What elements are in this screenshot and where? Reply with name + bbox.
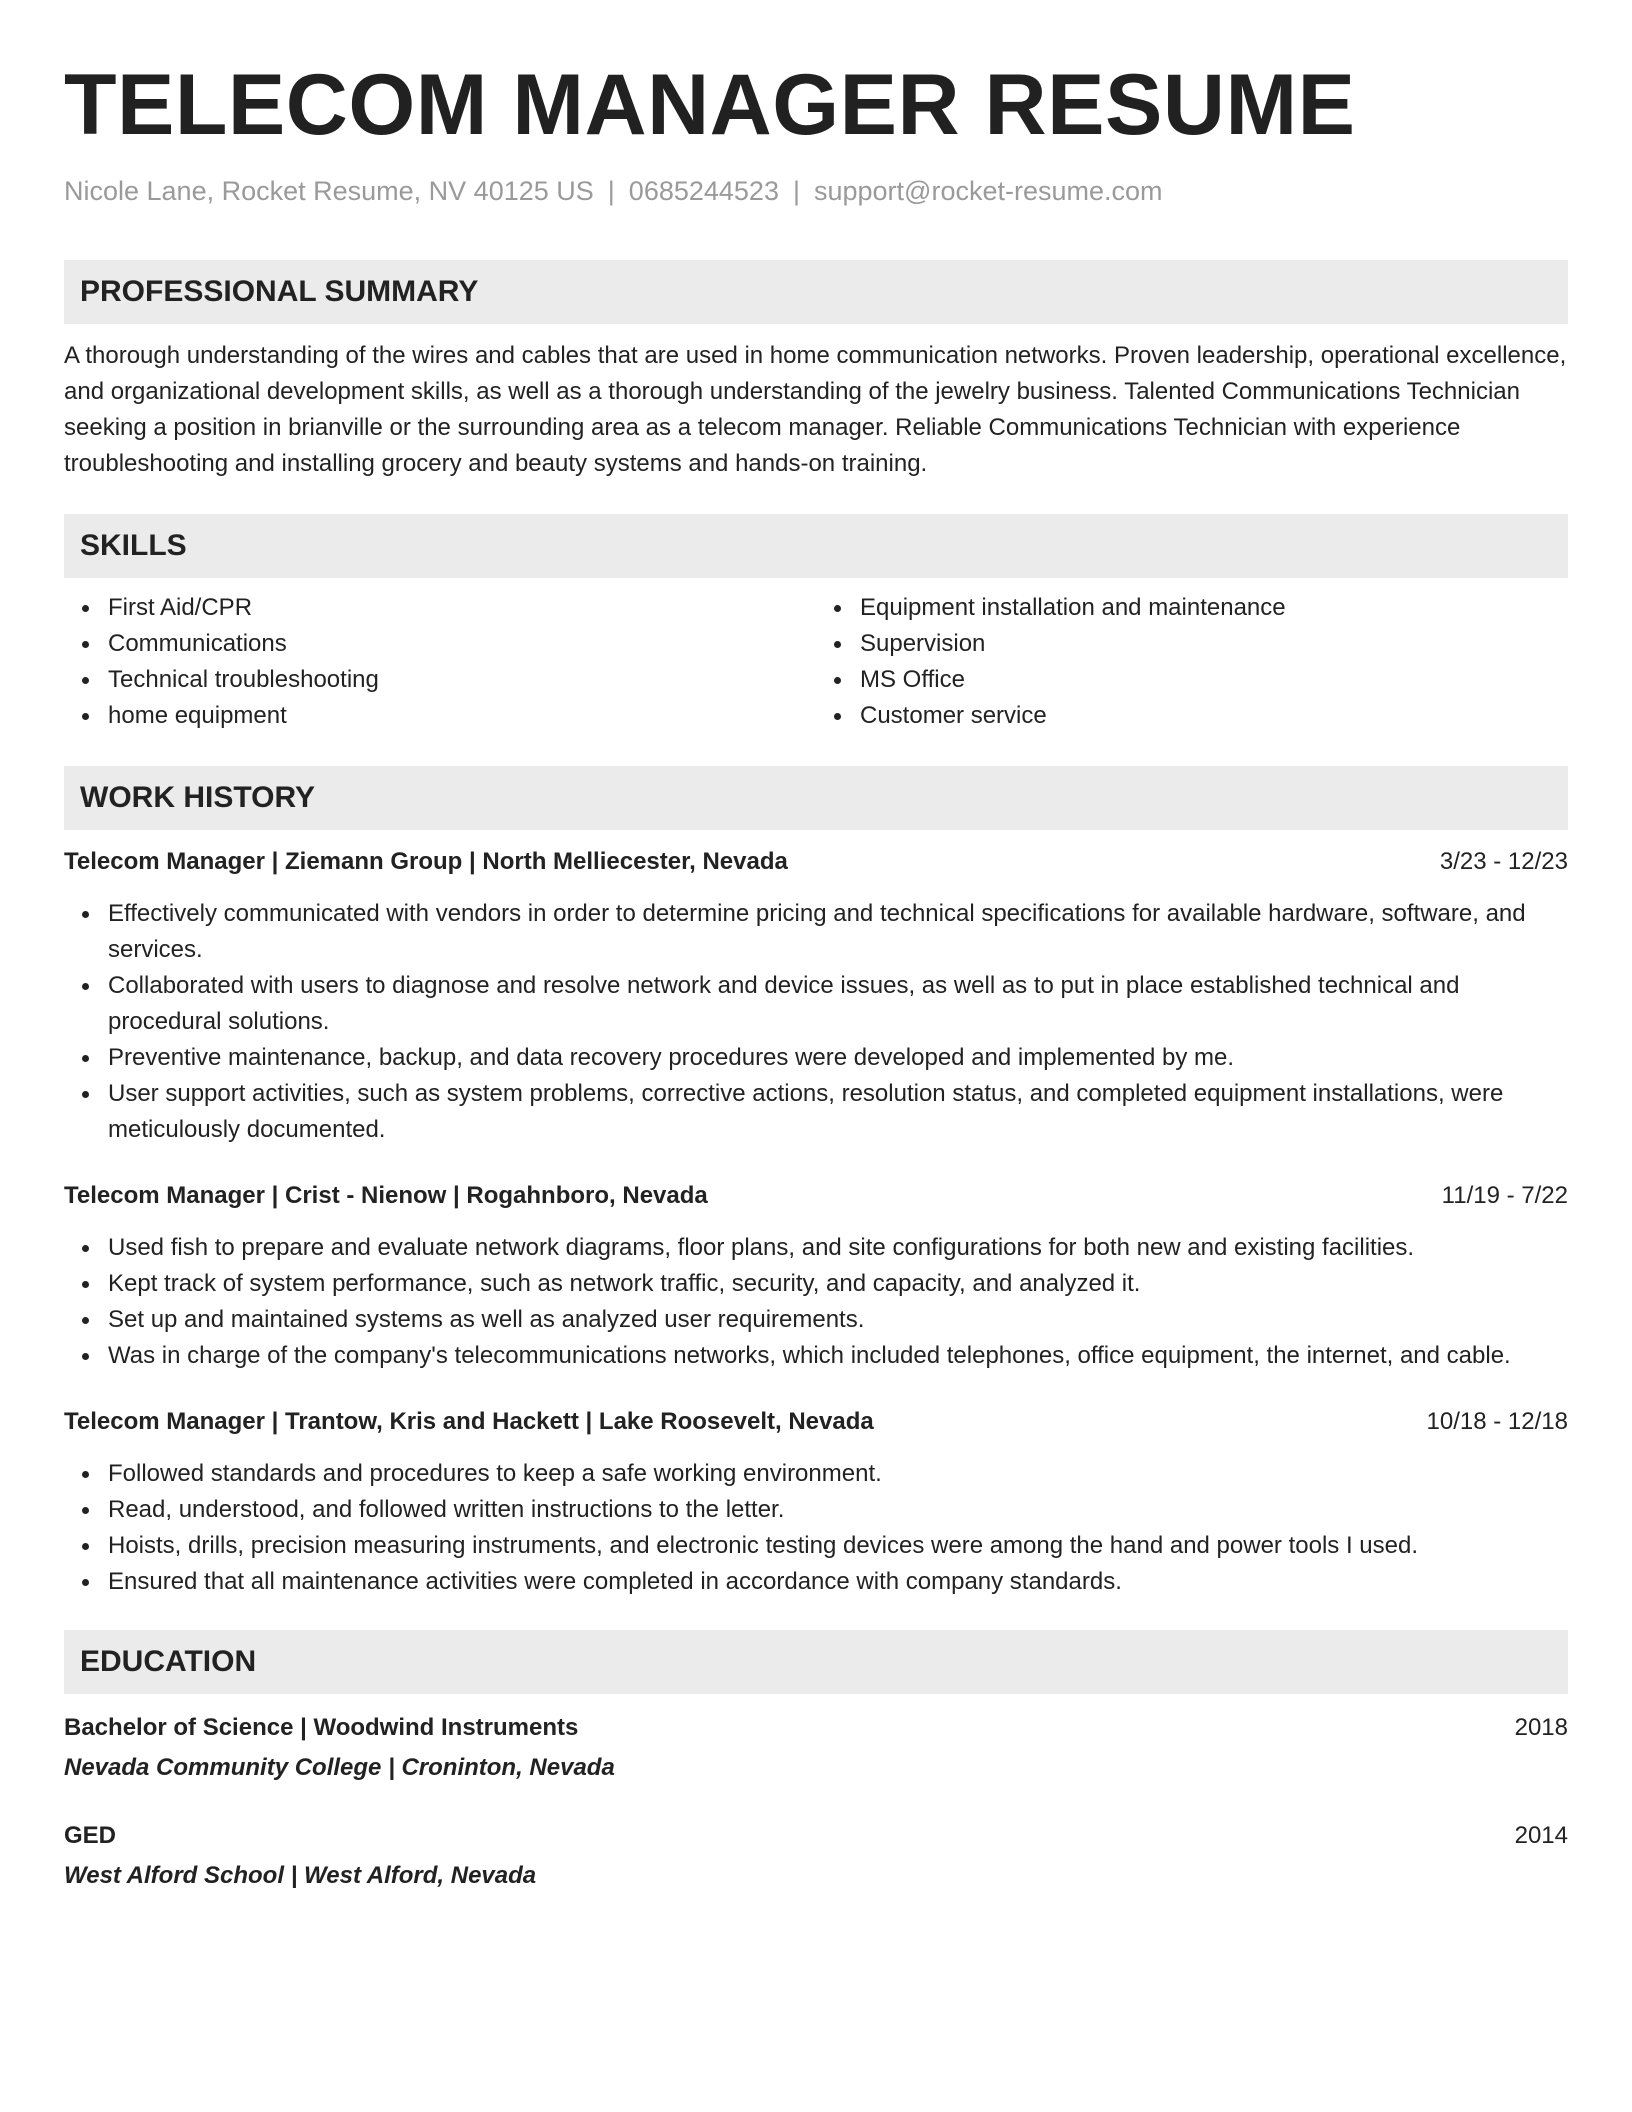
job-bullet: Effectively communicated with vendors in order to determine pricing and technical specifications for available hardware, software, and services. [64, 896, 1568, 968]
education-entry [64, 1710, 1568, 1786]
contact-email: support@rocket-resume.com [813, 176, 1163, 206]
contact-address: Nicole Lane, Rocket Resume, NV 40125 US [64, 176, 594, 206]
contact-separator: | [792, 176, 800, 206]
section-header-summary [64, 260, 1568, 324]
section-title-work-history: WORK HISTORY [80, 781, 316, 814]
education-entry [64, 1818, 1568, 1894]
skill-item: First Aid/CPR [64, 590, 816, 626]
summary-text: A thorough understanding of the wires and cables that are used in home communication networks. Proven leadership, operational excellence, and organizational development skills, as well as a thorough understanding of the jewelry business. Talented Communications Technician seeking a position in brianville or the surrounding area as a telecom manager. Reliable Communications Technician with experience troubleshooting and installing grocery and beauty systems and hands-on training. [64, 342, 1567, 477]
education-school: West Alford School | West Alford, Nevada [64, 1862, 537, 1889]
job-entry [64, 1404, 1568, 1600]
skills-column-right [816, 590, 1568, 734]
education-header [64, 1818, 1568, 1854]
job-bullet: Kept track of system performance, such as network traffic, security, and capacity, and analyzed it. [64, 1266, 1568, 1302]
job-bullet: Set up and maintained systems as well as analyzed user requirements. [64, 1302, 1568, 1338]
section-title-summary: PROFESSIONAL SUMMARY [80, 275, 479, 308]
education-year: 2014 [1514, 1822, 1568, 1849]
resume-title: TELECOM MANAGER RESUME [64, 57, 1356, 153]
contact-separator: | [607, 176, 615, 206]
job-dates: 11/19 - 7/22 [1441, 1182, 1568, 1209]
job-bullet: Preventive maintenance, backup, and data recovery procedures were developed and implemented by me. [64, 1040, 1568, 1076]
job-bullets [64, 1456, 1568, 1600]
skills-column-left [64, 590, 816, 734]
job-entry [64, 844, 1568, 1148]
job-bullets [64, 1230, 1568, 1374]
skill-item: Communications [64, 626, 816, 662]
job-bullet: User support activities, such as system problems, corrective actions, resolution status, and completed equipment installations, were meticulously documented. [64, 1076, 1568, 1148]
contact-phone: 0685244523 [628, 176, 779, 206]
job-header [64, 844, 1568, 880]
job-title: Telecom Manager | Ziemann Group | North Melliecester, Nevada [64, 848, 788, 875]
job-dates: 10/18 - 12/18 [1426, 1408, 1568, 1435]
job-bullet: Hoists, drills, precision measuring instruments, and electronic testing devices were among the hand and power tools I used. [64, 1528, 1568, 1564]
job-bullets [64, 896, 1568, 1148]
skill-item: Technical troubleshooting [64, 662, 816, 698]
skill-item: Customer service [816, 698, 1568, 734]
job-bullet: Read, understood, and followed written instructions to the letter. [64, 1492, 1568, 1528]
education-degree: GED [64, 1822, 117, 1849]
job-header [64, 1178, 1568, 1214]
skill-item: home equipment [64, 698, 816, 734]
section-title-skills: SKILLS [80, 529, 187, 562]
job-bullet: Was in charge of the company's telecommunications networks, which included telephones, office equipment, the internet, and cable. [64, 1338, 1568, 1374]
section-header-skills [64, 514, 1568, 578]
job-title: Telecom Manager | Trantow, Kris and Hackett | Lake Roosevelt, Nevada [64, 1408, 874, 1435]
job-bullet: Used fish to prepare and evaluate network diagrams, floor plans, and site configurations for both new and existing facilities. [64, 1230, 1568, 1266]
education-year: 2018 [1514, 1714, 1568, 1741]
job-entry [64, 1178, 1568, 1374]
contact-line [64, 174, 1568, 208]
job-bullet: Collaborated with users to diagnose and resolve network and device issues, as well as to put in place established technical and procedural solutions. [64, 968, 1568, 1040]
job-dates: 3/23 - 12/23 [1439, 848, 1568, 875]
education-header [64, 1710, 1568, 1746]
job-bullet: Followed standards and procedures to keep a safe working environment. [64, 1456, 1568, 1492]
job-title: Telecom Manager | Crist - Nienow | Rogahnboro, Nevada [64, 1182, 708, 1209]
job-bullet: Ensured that all maintenance activities were completed in accordance with company standards. [64, 1564, 1568, 1600]
skill-item: MS Office [816, 662, 1568, 698]
section-header-work-history [64, 766, 1568, 830]
job-header [64, 1404, 1568, 1440]
education-degree: Bachelor of Science | Woodwind Instruments [64, 1714, 579, 1741]
skills-grid [64, 590, 1568, 734]
section-header-education [64, 1630, 1568, 1694]
section-title-education: EDUCATION [80, 1645, 257, 1678]
skill-item: Supervision [816, 626, 1568, 662]
skill-item: Equipment installation and maintenance [816, 590, 1568, 626]
education-school: Nevada Community College | Croninton, Nevada [64, 1754, 615, 1781]
